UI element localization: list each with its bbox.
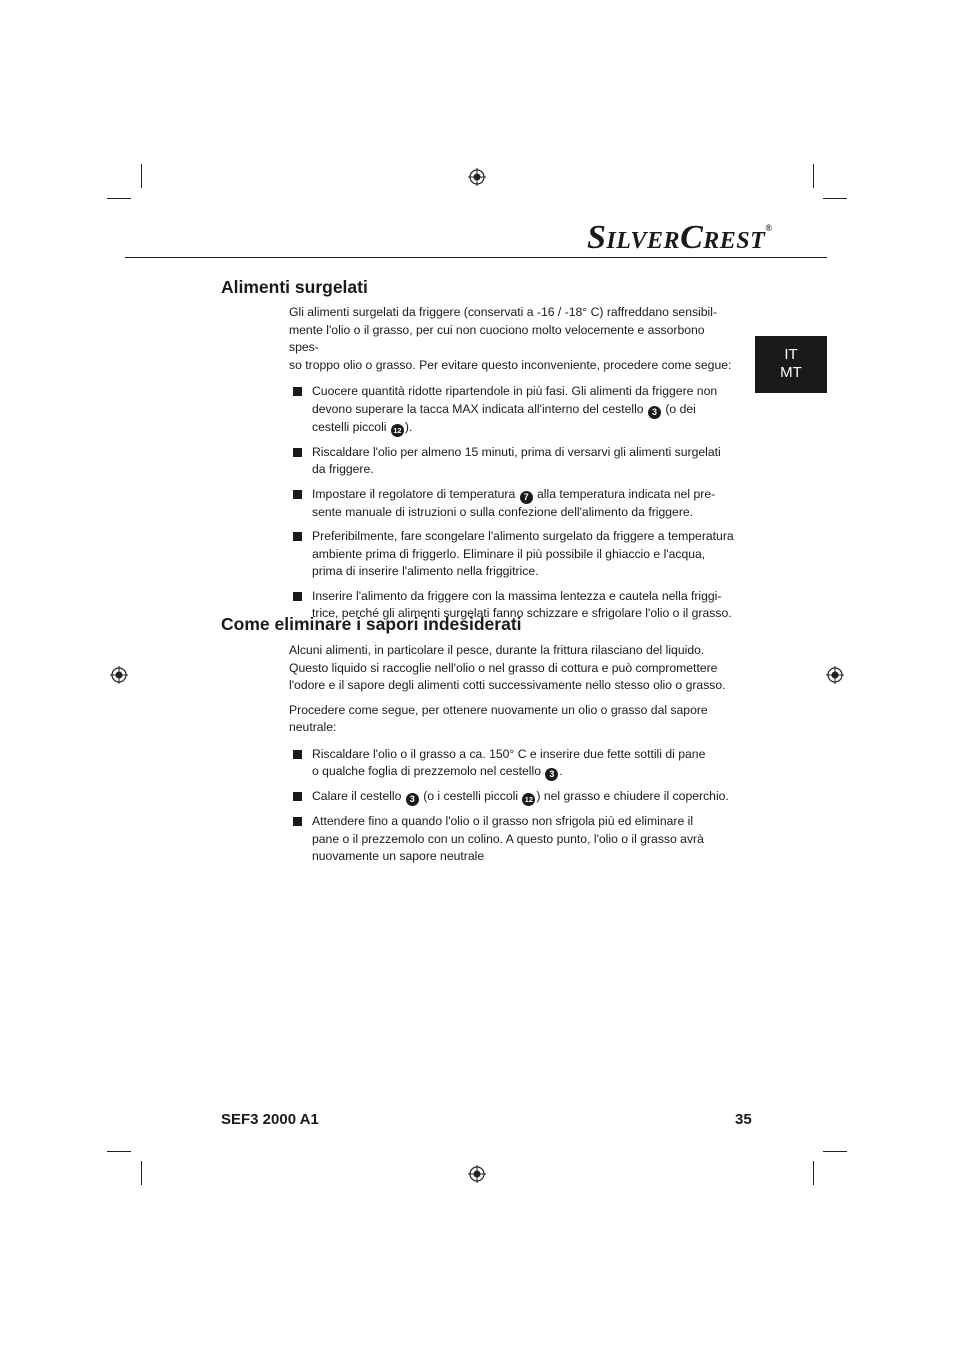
square-bullet-icon <box>293 387 302 396</box>
registration-mark-icon <box>826 666 844 684</box>
page-number: 35 <box>735 1111 752 1128</box>
list-item: Cuocere quantità ridotte ripartendole in più fasi. Gli alimenti da friggere non devono superare la tacca MAX indicata all'interno del cestello 3 (o dei cestelli piccoli 12 ). <box>289 383 737 437</box>
square-bullet-icon <box>293 532 302 541</box>
crop-mark-bottom-right-v <box>813 1161 814 1185</box>
crop-mark-top-right-v <box>813 164 814 188</box>
list-item: Preferibilmente, fare scongelare l'alimento surgelato da friggere a temperatura ambiente prima di friggerlo. Eliminare il più possibile il ghiaccio e l'acqua, prima di inserire l'alimento nella friggitrice. <box>289 528 737 581</box>
circled-number-icon: 3 <box>545 768 558 781</box>
circled-number-icon: 3 <box>648 406 661 419</box>
section2-para2: Procedere come segue, per ottenere nuovamente un olio o grasso dal sapore neutrale: <box>289 702 708 734</box>
header-rule <box>125 257 827 258</box>
crop-mark-top-right-h <box>823 198 847 199</box>
circled-number-icon: 3 <box>406 793 419 806</box>
language-tab-line2: MT <box>780 364 802 381</box>
crop-mark-bottom-left-v <box>141 1161 142 1185</box>
crop-mark-top-left-v <box>141 164 142 188</box>
square-bullet-icon <box>293 448 302 457</box>
square-bullet-icon <box>293 490 302 499</box>
square-bullet-icon <box>293 750 302 759</box>
registration-mark-icon <box>468 1165 486 1183</box>
section2-content <box>289 642 737 873</box>
footer-model-number: SEF3 2000 A1 <box>221 1111 319 1128</box>
list-item: Calare il cestello 3 (o i cestelli piccoli 12 ) nel grasso e chiudere il coperchio. <box>289 788 737 806</box>
section-heading: Come eliminare i sapori indesiderati <box>221 614 522 634</box>
list-item: Riscaldare l'olio per almeno 15 minuti, prima di versarvi gli alimenti surgelati da friggere. <box>289 444 737 479</box>
circled-number-icon: 12 <box>522 793 535 806</box>
square-bullet-icon <box>293 817 302 826</box>
crop-mark-bottom-left-h <box>107 1151 131 1152</box>
section-heading: Alimenti surgelati <box>221 277 368 297</box>
circled-number-icon: 7 <box>520 491 533 504</box>
square-bullet-icon <box>293 592 302 601</box>
section2-para1: Alcuni alimenti, in particolare il pesce, durante la frittura rilasciano del liquido. Questo liquido si raccoglie nell'olio o nel grasso di cottura e può compromettere l'odore e il sapore degli alimenti cotti successivamente nello stesso olio o grasso. <box>289 643 726 692</box>
crop-mark-bottom-right-h <box>823 1151 847 1152</box>
brand-logo: SILVERCREST® <box>587 219 773 256</box>
language-tab <box>755 336 827 393</box>
registration-mark-icon <box>468 168 486 186</box>
section1-content <box>289 304 737 630</box>
list-item: Inserire l'alimento da friggere con la massima lentezza e cautela nella friggi- trice, perché gli alimenti surgelati fanno schizzare e sfrigolare l'olio o il grasso. <box>289 588 737 623</box>
circled-number-icon: 12 <box>391 424 404 437</box>
list-item: Riscaldare l'olio o il grasso a ca. 150° C e inserire due fette sottili di pane o qualche foglia di prezzemolo nel cestello 3 . <box>289 746 737 782</box>
list-item: Impostare il regolatore di temperatura 7 alla temperatura indicata nel pre- sente manuale di istruzioni o sulla confezione dell'alimento da friggere. <box>289 486 737 522</box>
list-item: Attendere fino a quando l'olio o il grasso non sfrigola più ed eliminare il pane o il prezzemolo con un colino. A questo punto, l'olio o il grasso avrà nuovamente un sapore neutrale <box>289 813 737 866</box>
registration-mark-icon <box>110 666 128 684</box>
language-tab-line1: IT <box>784 346 798 363</box>
square-bullet-icon <box>293 792 302 801</box>
section1-intro: Gli alimenti surgelati da friggere (conservati a -16 / -18° C) raffreddano sensibil- mente l'olio o il grasso, per cui non cuociono molto velocemente e assorbono spes- so troppo olio o grasso. Per evitare questo inconveniente, procedere come segue: <box>289 305 732 372</box>
crop-mark-top-left-h <box>107 198 131 199</box>
